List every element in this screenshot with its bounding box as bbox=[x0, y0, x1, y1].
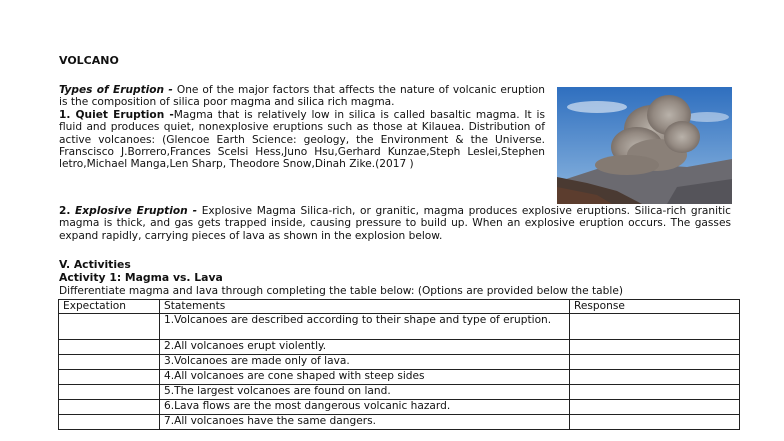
volcano-eruption-image bbox=[557, 87, 732, 204]
header-statements: Statements bbox=[160, 300, 570, 314]
expectation-cell[interactable] bbox=[59, 400, 160, 415]
quiet-eruption-heading: 1. Quiet Eruption - bbox=[59, 108, 174, 121]
expectation-cell[interactable] bbox=[59, 355, 160, 370]
quiet-eruption-text: Magma that is relatively low in silica is called basaltic magma. It is fluid and produces quiet, nonexplosive eruptions such as those at Kilauea. Distribution of active volcanoes: (Glencoe Earth Science: geology, the Environment & the Universe. Franscisco J.Borrero,Frances Scelsi Hess,Juno Hsu,Gerhard Kunzae,Steph Leslei,Stephen letro,Michael Manga,Len Sharp, Theodore Snow,Dinah Zike.(2017 ) bbox=[59, 108, 546, 171]
header-response: Response bbox=[570, 300, 740, 314]
response-cell[interactable] bbox=[570, 340, 740, 355]
statement-cell: 7.All volcanoes have the same dangers. bbox=[160, 415, 570, 430]
table-row bbox=[59, 370, 740, 385]
expectation-cell[interactable] bbox=[59, 370, 160, 385]
response-cell[interactable] bbox=[570, 370, 740, 385]
header-expectation: Expectation bbox=[59, 300, 160, 314]
table-row bbox=[59, 415, 740, 430]
page-title: VOLCANO bbox=[59, 54, 119, 67]
response-cell[interactable] bbox=[570, 355, 740, 370]
explosive-eruption-text: Explosive Magma Silica-rich, or granitic, magma produces explosive eruptions. Silica-rich granitic magma is thick, and gas gets trapped inside, causing pressure to build up. When an explosive eruption occurs. The gasses expand rapidly, carrying pieces of lava as shown in the explosion below. bbox=[59, 205, 731, 242]
expectation-cell[interactable] bbox=[59, 385, 160, 400]
table-row bbox=[59, 355, 740, 370]
statement-cell: 2.All volcanoes erupt violently. bbox=[160, 340, 570, 355]
statement-cell: 4.All volcanoes are cone shaped with steep sides bbox=[160, 370, 570, 385]
activity-instruction: Differentiate magma and lava through completing the table below: (Options are provided below the table) bbox=[59, 285, 623, 297]
statement-cell: 5.The largest volcanoes are found on land. bbox=[160, 385, 570, 400]
expectation-cell[interactable] bbox=[59, 314, 160, 340]
statement-cell: 1.Volcanoes are described according to their shape and type of eruption. bbox=[160, 314, 570, 340]
statement-cell: 6.Lava flows are the most dangerous volcanic hazard. bbox=[160, 400, 570, 415]
expectation-cell[interactable] bbox=[59, 340, 160, 355]
section-heading: V. Activities bbox=[59, 258, 131, 271]
explosive-eruption-heading: Explosive Eruption - bbox=[75, 205, 198, 217]
response-cell[interactable] bbox=[570, 400, 740, 415]
explosive-eruption-paragraph bbox=[59, 205, 731, 242]
response-cell[interactable] bbox=[570, 415, 740, 430]
response-cell[interactable] bbox=[570, 314, 740, 340]
table-header-row bbox=[59, 300, 740, 314]
activity-heading: Activity 1: Magma vs. Lava bbox=[59, 271, 223, 284]
table-row bbox=[59, 400, 740, 415]
response-cell[interactable] bbox=[570, 385, 740, 400]
intro-paragraph bbox=[59, 84, 545, 171]
magma-lava-table bbox=[58, 299, 740, 430]
volcano-eruption-photo bbox=[557, 87, 732, 204]
types-of-eruption-heading: Types of Eruption - bbox=[59, 84, 173, 96]
table-row bbox=[59, 340, 740, 355]
table-row bbox=[59, 385, 740, 400]
explosive-number: 2. bbox=[59, 205, 71, 217]
statement-cell: 3.Volcanoes are made only of lava. bbox=[160, 355, 570, 370]
table-row bbox=[59, 314, 740, 340]
expectation-cell[interactable] bbox=[59, 415, 160, 430]
intro-text: One of the major factors that affects the nature of volcanic eruption is the composition of silica poor magma and silica rich magma. bbox=[59, 84, 546, 109]
